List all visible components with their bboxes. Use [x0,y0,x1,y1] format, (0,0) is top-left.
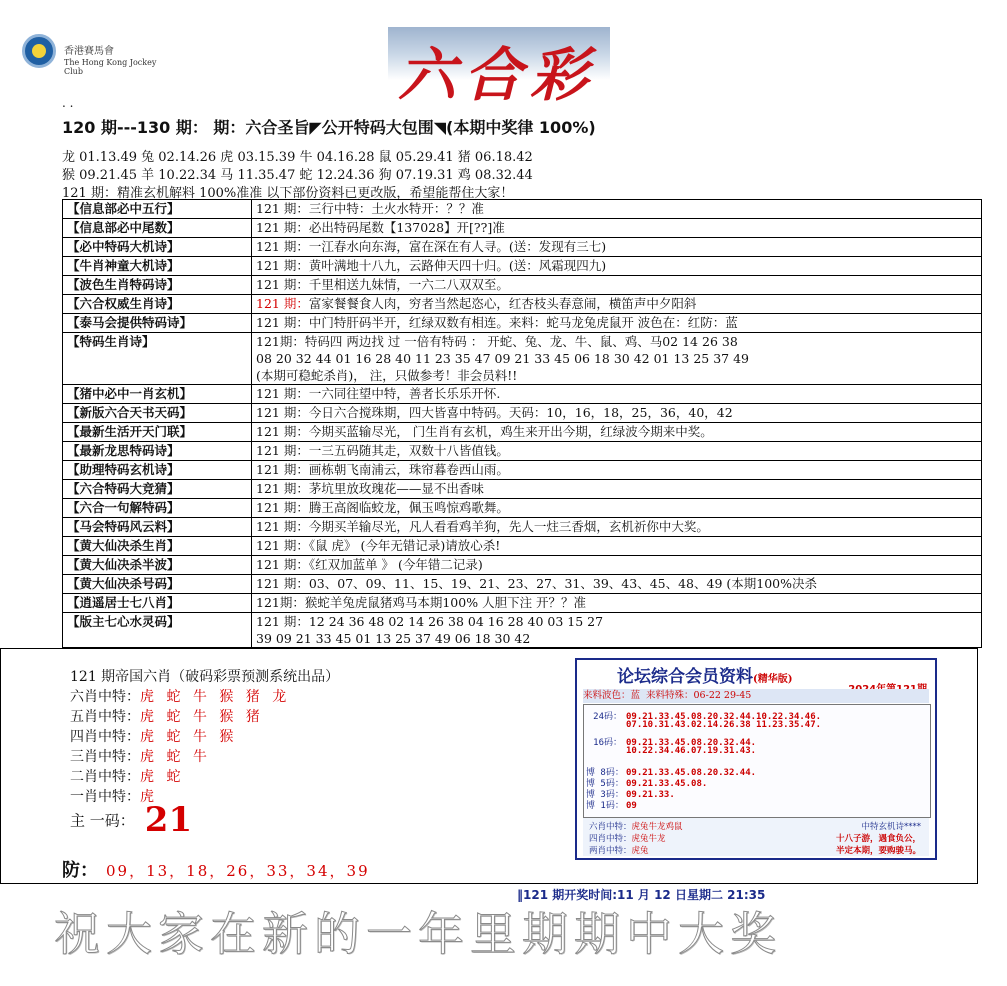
card-row-value: 10.22.34.46.07.19.31.43. [626,746,757,756]
six-zodiac-label: 六肖中特： [70,689,140,705]
row-content: 121 期：中门特肝码半开，红绿双数有相连。来料：蛇马龙兔虎鼠开 波色在：红防：蓝 [252,314,982,333]
logo-chinese-name: 香港賽馬會 [64,46,114,57]
row-content-line: 121期：特码四 两边找 过 一倍有特码 ： 开蛇、兔、龙、牛、鼠、鸡、马02 14 26 38 [256,334,738,349]
card-foot-key: 两肖中特： [589,846,632,856]
table-row [63,276,982,295]
card-row [586,798,637,811]
row-label: 【特码生肖诗】 [63,333,252,385]
row-label: 【猪中必中一肖玄机】 [63,385,252,404]
row-content [252,333,982,385]
row-content: 121 期：《鼠 虎》 (今年无错记录)请放心杀! [252,537,982,556]
draw-time: ‖121 期开奖时间:11 月 12 日星期二 21:35 [517,888,766,902]
row-label: 【助理特码玄机诗】 [63,461,252,480]
card-row-value: 09.21.33.45.08.20.32.44. [626,768,757,778]
forum-member-card [575,658,937,860]
table-row [63,314,982,333]
card-row-key: 博 3码： [586,790,624,800]
row-content: 121 期：一三五码随其走，双数十八皆值钱。 [252,442,982,461]
row-label: 【牛肖神童大机诗】 [63,257,252,276]
row-content [252,613,982,648]
logo-english-name: The Hong Kong Jockey Club [64,58,157,76]
greeting-banner: 祝大家在新的一年里期期中大奖 [54,907,782,961]
six-zodiac-label: 四肖中特： [70,729,140,745]
six-zodiac-value: 虎 蛇 牛 猴 [140,729,238,745]
row-content: 121 期：画栋朝飞南浦云，珠帘暮卷西山雨。 [252,461,982,480]
card-poem-line: 十八子游，遇食负公， [835,834,921,844]
table-row [63,518,982,537]
row-content: 121期：猴蛇羊兔虎鼠猪鸡马本期100% 人胆下注 开？？准 [252,594,982,613]
card-number-list [583,704,931,818]
row-content-text: 富家餐餐食人肉，穷者当然起恣心，红杏枝头春意闹，横笛声中夕阳斜 [308,296,697,311]
main-code-label: 主 一码： [70,811,135,830]
six-zodiac-row [70,726,237,746]
card-special-info: 来料特殊：06-22 29-45 [646,690,752,701]
row-label: 【黄大仙决杀生肖】 [63,537,252,556]
row-label: 【最新龙思特码诗】 [63,442,252,461]
six-zodiac-label: 三肖中特： [70,749,140,765]
card-foot-value: 虎兔牛龙鸡鼠 [631,822,683,832]
row-content-line: 39 09 21 33 45 01 13 25 37 49 06 18 30 42 [256,631,531,646]
table-row [63,295,982,314]
table-row [63,200,982,219]
row-content: 121 期：《红双加蓝单 》 (今年错二记录) [252,556,982,575]
row-label: 【新版六合天书天码】 [63,404,252,423]
zodiac-line-2: 猴 09.21.45 羊 10.22.34 马 11.35.47 蛇 12.24.36 狗 07.19.31 鸡 08.32.44 [62,168,533,183]
row-label: 【黄大仙决杀号码】 [63,575,252,594]
table-row [63,613,982,648]
main-code [70,800,192,840]
card-row [586,746,756,756]
table-row [63,385,982,404]
row-label: 【信息部必中尾数】 [63,219,252,238]
card-row-key: 博 8码： [586,768,624,778]
card-foot-value: 虎兔 [631,846,649,856]
jockey-club-logo [22,32,172,82]
header-dots: . . [62,96,74,110]
row-content: 121 期：茅坑里放玫瑰花——显不出香味 [252,480,982,499]
row-content-line: (本期可稳蛇杀肖)， 注，只做参考！非会员料!! [256,368,518,383]
row-label: 【版主七心水灵码】 [63,613,252,648]
row-content: 121 期：腾王高阁临蛟龙，佩玉鸣惊鸡歌舞。 [252,499,982,518]
table-row [63,404,982,423]
row-label: 【必中特码大机诗】 [63,238,252,257]
row-label: 【最新生活开天门联】 [63,423,252,442]
card-foot-key: 四肖中特： [589,834,632,844]
table-row [63,537,982,556]
table-row [63,442,982,461]
banner-title: 六合彩 [398,41,597,103]
six-zodiac-title: 121 期帝国六肖（破码彩票预测系统出品） [70,669,340,685]
table-row [63,257,982,276]
table-row [63,556,982,575]
table-row [63,461,982,480]
card-row-value: 09.21.33.45.08.20.32.44.10.22.34.46. [626,712,822,722]
card-poem-title: 中特玄机诗**** [861,822,921,832]
row-content: 121 期：今期买羊输尽光，凡人看看鸡羊狗，先人一炷三香烟，玄机祈你中大奖。 [252,518,982,537]
six-zodiac-row [70,706,264,726]
row-content: 121 期：黄叶满地十八九，云路伸天四十归。(送：风霜现四九) [252,257,982,276]
six-zodiac-value: 虎 蛇 牛 猴 猪 龙 [140,689,291,705]
card-row-value: 09.21.33. [626,790,675,800]
row-label: 【马会特码风云料】 [63,518,252,537]
six-zodiac-value: 虎 蛇 牛 猴 猪 [140,709,264,725]
row-content: 121 期：一六同往望中特，善者长乐乐开怀. [252,385,982,404]
six-zodiac-label: 二肖中特： [70,769,140,785]
six-zodiac-value: 虎 [140,789,158,805]
card-footer [583,818,929,856]
six-zodiac-value: 虎 蛇 [140,769,185,785]
table-row [63,238,982,257]
card-row-value: 07.10.31.43.02.14.26.38 11.23.35.47. [626,720,822,730]
card-color-info: 来料波色：蓝 [583,690,641,701]
row-content-line: 08 20 32 44 01 16 28 40 11 23 35 47 09 21 33 45 06 18 30 42 01 13 25 37 49 [256,351,750,366]
prediction-table [62,199,982,648]
six-zodiac-row [70,686,290,706]
card-poem [836,820,921,856]
table-row [63,480,982,499]
row-label: 【泰马会提供特码诗】 [63,314,252,333]
table-row [63,575,982,594]
row-label: 【信息部必中五行】 [63,200,252,219]
card-foot-key: 六肖中特： [589,822,632,832]
card-row-key: 16码： [593,738,622,748]
card-title [617,662,792,687]
row-content: 121 期：必出特码尾数【137028】开[??]准 [252,219,982,238]
card-row-key: 博 5码： [586,779,624,789]
six-zodiac-row [70,766,184,786]
row-content: 121 期：03、07、09、11、15、19、21、23、27、31、39、43、45、48、49 (本期100%决杀 [252,575,982,594]
card-info-bar [583,689,929,703]
card-poem-line: 半定本期，要购骏马。 [835,846,921,856]
row-content-line: 121 期：12 24 36 48 02 14 26 38 04 16 28 40 03 15 27 [256,614,604,629]
card-foot-row [589,820,683,832]
table-row [63,499,982,518]
table-row [63,333,982,385]
row-content: 121 期：今期买蓝输尽光， 门生肖有玄机，鸡生来开出今期，红绿波今期来中奖。 [252,423,982,442]
card-row [586,720,821,730]
page-headline: 120 期---130 期： 期：六合圣旨◤公开特码大包围◥(本期中奖律 100%) [62,118,596,137]
row-content [252,295,982,314]
six-zodiac-value: 虎 蛇 牛 [140,749,211,765]
row-label: 【波色生肖特码诗】 [63,276,252,295]
card-foot-row [589,832,666,844]
row-content: 121 期：千里相送九妹情，一六二八双双至。 [252,276,982,295]
card-foot-row [589,844,649,856]
row-content: 121 期：一江春水向东海，富在深在有人寻。(送：发现有三七) [252,238,982,257]
defense-value: 09，13，18，26，33，34，39 [106,862,370,880]
card-title-tag: (精华版) [753,674,793,685]
main-code-value: 21 [144,800,193,840]
table-row [63,594,982,613]
row-label: 【黄大仙决杀半波】 [63,556,252,575]
table-row [63,423,982,442]
six-zodiac-row [70,746,211,766]
jockey-club-emblem-icon [22,34,56,68]
row-label: 【六合一句解特码】 [63,499,252,518]
row-label: 【六合权威生肖诗】 [63,295,252,314]
row-content: 121 期：三行中特：土火水特开：？？准 [252,200,982,219]
card-row-key: 24码： [593,712,622,722]
defense-numbers [62,856,370,882]
card-row-key: 博 1码： [586,801,624,811]
row-label: 【六合特码大竞猜】 [63,480,252,499]
table-row [63,219,982,238]
card-row-value: 09.21.33.45.08.20.32.44. [626,738,757,748]
card-foot-value: 虎兔牛龙 [631,834,666,844]
card-row-value: 09.21.33.45.08. [626,779,708,789]
row-content: 121 期：今日六合搅珠期，四大皆喜中特码。天码：10，16，18，25，36，40，42 [252,404,982,423]
card-row-value: 09 [626,801,637,811]
defense-label: 防： [62,860,98,881]
intro-line: 121 期：精准玄机解料 100%准准 以下部份资料已更改版，希望能帮住大家！ [62,186,514,201]
row-content-period: 121 期： [256,296,309,311]
row-label: 【逍遥居士七八肖】 [63,594,252,613]
zodiac-line-1: 龙 01.13.49 兔 02.14.26 虎 03.15.39 牛 04.16.28 鼠 05.29.41 猪 06.18.42 [62,150,533,165]
mark-six-banner [388,27,610,103]
six-zodiac-label: 一肖中特： [70,789,140,805]
card-title-text: 论坛综合会员资料 [617,667,753,687]
six-zodiac-label: 五肖中特： [70,709,140,725]
